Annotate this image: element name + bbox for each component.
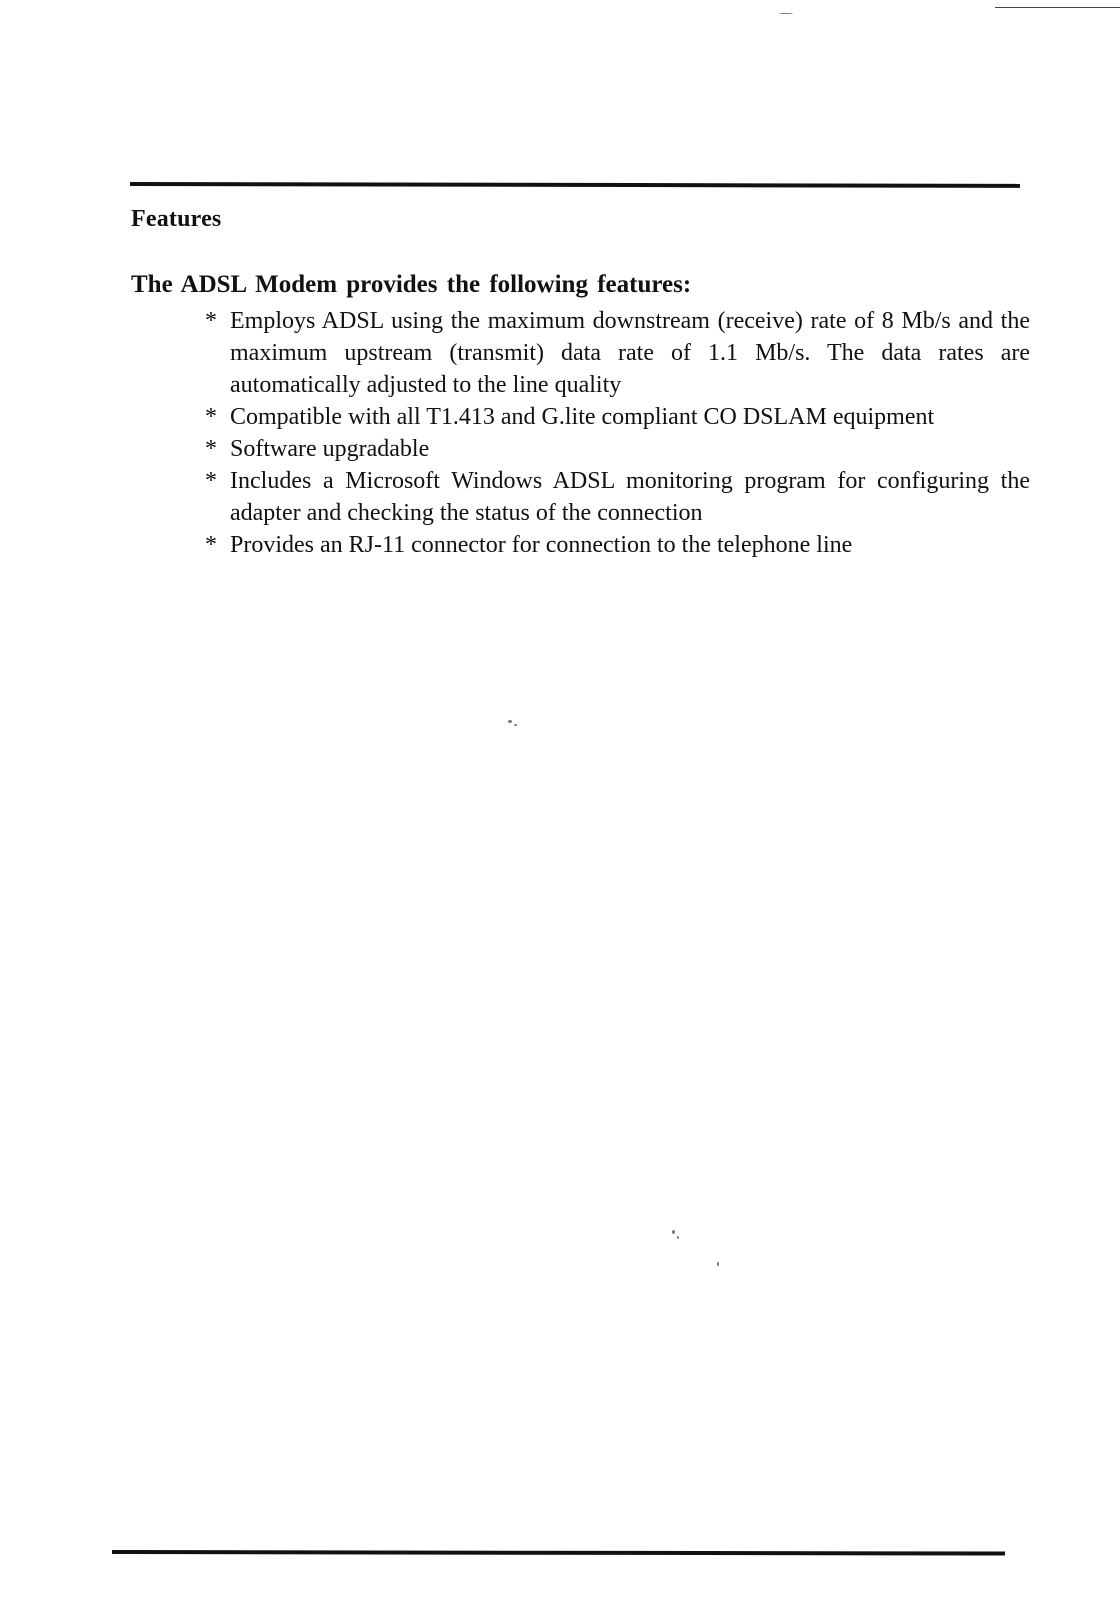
feature-item-rj11-connector — [205, 529, 1030, 561]
corner-rule — [995, 7, 1120, 8]
bottom-rule — [112, 1550, 1005, 1556]
scan-speck — [717, 1262, 719, 1266]
intro-text: The ADSL Modem provides the following features: — [131, 271, 692, 298]
scan-speck — [677, 1236, 679, 1239]
feature-text: Compatible with all T1.413 and G.lite compliant CO DSLAM equipment — [230, 404, 935, 430]
bullet-asterisk: * — [205, 468, 217, 494]
scan-speck — [514, 724, 517, 726]
bullet-asterisk: * — [205, 404, 217, 430]
bullet-asterisk: * — [205, 532, 217, 558]
feature-text: Employs ADSL using the maximum downstream (receive) rate of 8 Mb/s and the maximum upstream (transmit) data rate of 1.1 Mb/s. The data rates are automatically adjusted to the line quality — [230, 308, 1030, 398]
scan-speck — [672, 1230, 675, 1234]
feature-text: Provides an RJ-11 connector for connection to the telephone line — [230, 532, 853, 558]
feature-item-monitoring-program — [205, 465, 1030, 529]
scan-speck — [779, 13, 793, 14]
top-rule — [130, 182, 1020, 188]
feature-item-software-upgradable — [205, 433, 1030, 465]
section-title: Features — [131, 206, 222, 232]
feature-text: Software upgradable — [230, 436, 430, 462]
bullet-asterisk: * — [205, 436, 217, 462]
feature-list — [205, 305, 1030, 561]
scan-speck — [508, 720, 512, 723]
feature-item-compatibility — [205, 401, 1030, 433]
bullet-asterisk: * — [205, 308, 217, 334]
feature-text: Includes a Microsoft Windows ADSL monitoring program for configuring the adapter and checking the status of the connection — [230, 468, 1030, 526]
feature-item-downstream-upstream-rates — [205, 305, 1030, 401]
